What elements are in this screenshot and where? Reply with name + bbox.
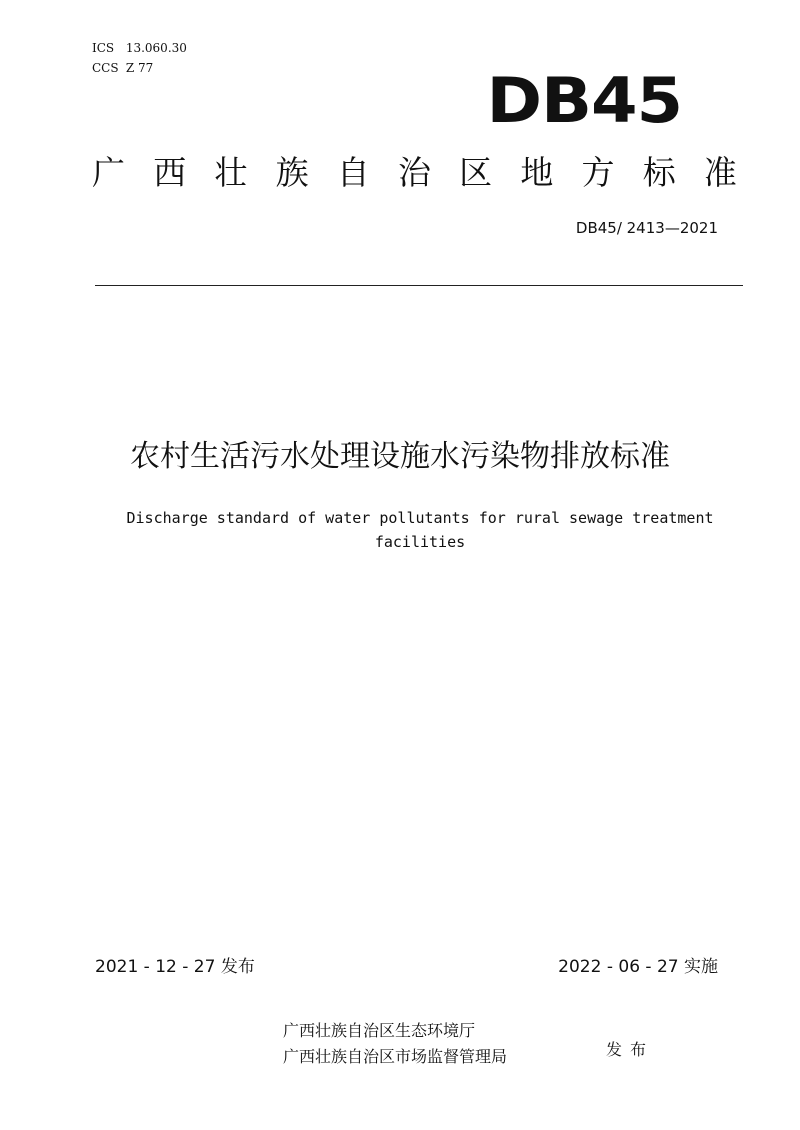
ics-classification (92, 40, 187, 56)
standard-type-char: 地 (520, 153, 554, 192)
title-en-line: facilities (374, 533, 466, 551)
db45-badge: DB45 (486, 64, 682, 137)
standard-type-char: 族 (275, 153, 309, 192)
issuing-authorities (283, 1018, 507, 1070)
implement-date: 2022 - 06 - 27 实施 (558, 957, 718, 977)
standard-type-char: 广 (92, 153, 125, 192)
document-title-cn: 农村生活污水处理设施水污染物排放标准 (130, 439, 670, 474)
ccs-value: Z 77 (125, 61, 154, 75)
standard-type-char: 西 (153, 153, 187, 192)
issuer-name: 广西壮族自治区市场监督管理局 (283, 1047, 508, 1066)
title-en-line: Discharge standard of water pollutants for rural sewage treatment (126, 509, 714, 527)
standard-type-char: 标 (642, 153, 676, 192)
standard-type-char: 区 (459, 153, 493, 192)
issuer-name: 广西壮族自治区生态环境厅 (283, 1021, 476, 1040)
document-title-en (90, 506, 750, 554)
ics-label: ICS (92, 41, 115, 55)
publish-date: 2021 - 12 - 27 发布 (95, 957, 255, 977)
header-divider (95, 285, 743, 286)
ccs-classification (92, 60, 153, 76)
standard-type-heading (92, 150, 737, 196)
issue-label: 发布 (606, 1040, 655, 1059)
standard-type-char: 准 (703, 153, 737, 192)
standard-type-char: 方 (581, 153, 615, 192)
ccs-label: CCS (92, 61, 119, 75)
standard-type-char: 自 (336, 153, 370, 192)
standard-code: DB45/ 2413—2021 (575, 219, 718, 237)
ics-value: 13.060.30 (125, 41, 187, 55)
standard-type-char: 壮 (214, 153, 248, 192)
standard-type-char: 治 (397, 153, 431, 192)
